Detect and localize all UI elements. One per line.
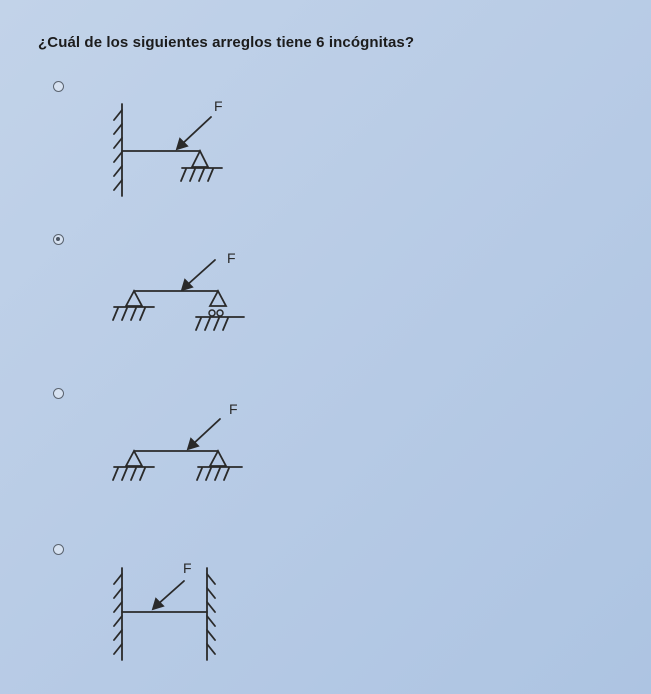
fixed-wall-support-left xyxy=(114,568,122,660)
force-label: F xyxy=(183,560,192,576)
fixed-wall-support-right xyxy=(207,568,215,660)
force-label: F xyxy=(227,250,236,266)
force-label: F xyxy=(214,98,223,114)
force-label: F xyxy=(229,401,238,417)
force-arrow xyxy=(153,581,184,609)
question-text: ¿Cuál de los siguientes arreglos tiene 6 incógnitas? xyxy=(38,34,415,51)
